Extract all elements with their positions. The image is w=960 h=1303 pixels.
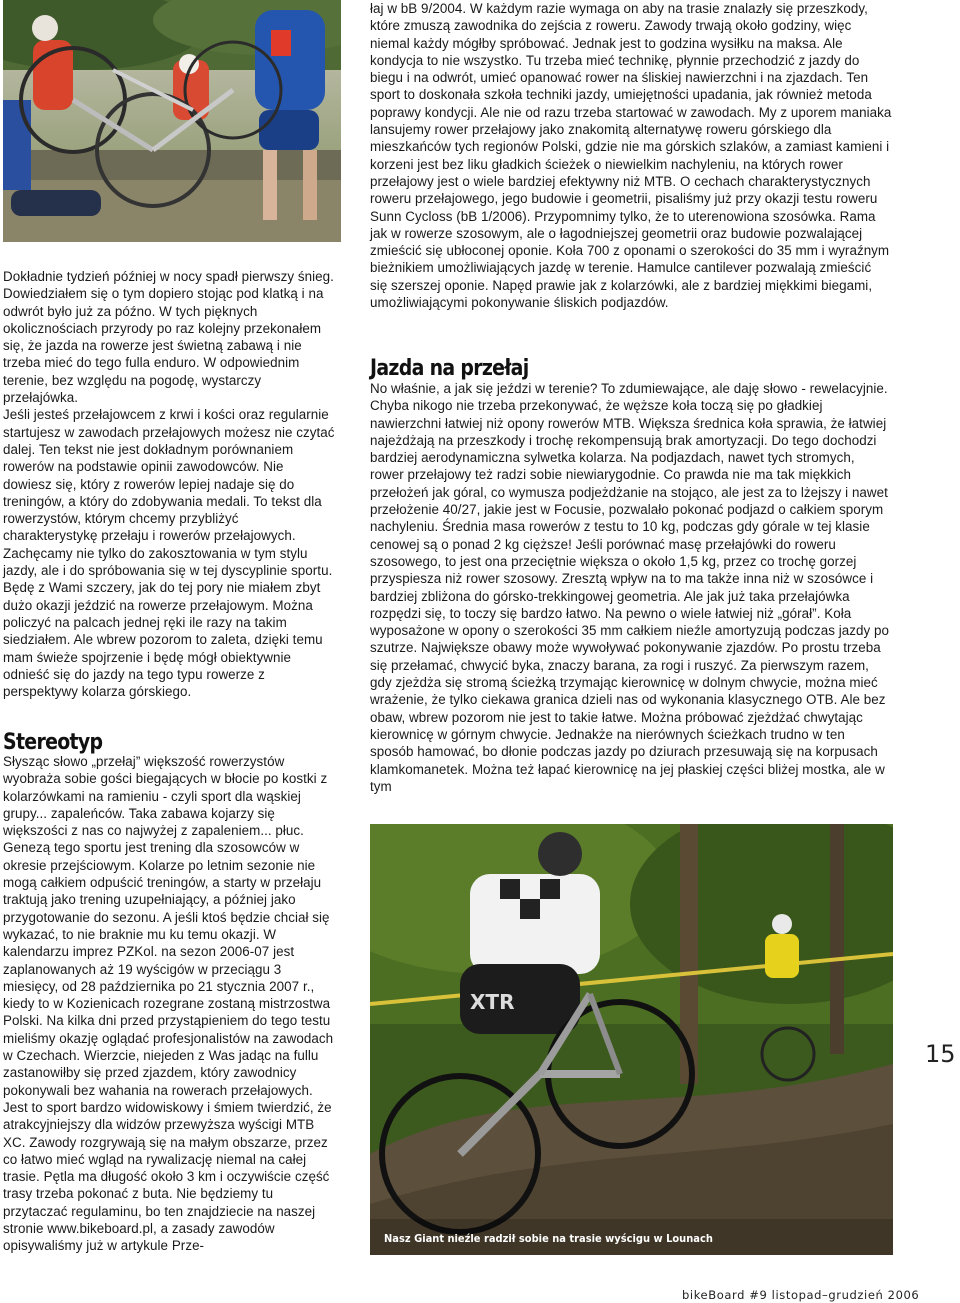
magazine-footer: bikeBoard #9 listopad–grudzień 2006 (682, 1288, 920, 1302)
stereotyp-paragraph: Słysząc słowo „przełaj” większość rowerzystów wyobraża sobie gości biegających w błocie po kostki z kolarzówkami na ramieniu - czyli sport dla wąskiej grupy... zapaleńców. Taka zabawa kojarzy się większości z nas co najwyżej z zapaleniem... płuc. Genezą tego sportu jest trening dla szosowców w okresie przejściowym. Kolarze po letnim sezonie nie mogą całkiem odpuścić treningów, a starty w przełaju traktują jako trening uzupełniający, a później jako przygotowanie do sezonu. A jeśli ktoś będzie chciał się wykazać, to nie braknie mu ku temu okazji. W kalendarzu imprez PZKol. na sezon 2006-07 jest zaplanowanych aż 19 wyścigów w przeciągu 3 miesięcy, od 28 października po 21 stycznia 2007 r., kiedy to w Kozienicach rozegrane zostaną mistrzostwa Polski. Na kilka dni przed przystąpieniem do tego testu mieliśmy okazję oglądać profesjonalistów na zawodach w Czechach. Wierzcie, niejeden z Was jadąc na fullu zastanowiłby się przed zjazdem, który zawodnicy pokonywali bez wahania na rowerach przełajowych. Jest to sport bardzo widowiskowy i śmiem twierdzić, że atrakcyjniejszy dla widzów przewyższa wyścigi MTB XC. Zawody rozgrywają się na małym obszarze, przez co łatwo mieć wgląd na rywalizację niemal na całej trasie. Pętla ma długość około 3 km i oczywiście część trasy trzeba pokonać z buta. Nie będziemy tu przytaczać regulaminu, bo ten znajdziecie na naszej stronie www.bikeboard.pl, a zasady zawodów opisywaliśmy już w artykule Prze- (3, 754, 334, 1254)
left-column (3, 268, 336, 700)
cyclocross-racers-photo (3, 0, 341, 242)
stereotyp-column (3, 753, 336, 1255)
forest-trail-photo (370, 824, 893, 1255)
intro-paragraph: Jeśli jesteś przełajowcem z krwi i kości oraz regularnie startujesz w zawodach przełajowych możesz nie czytać dalej. Ten tekst nie jest dokładnym porównaniem rowerów na podstawie opinii zawodowców. Nie dowiesz się, który z rowerów lepiej nadaje się do treningów, a który do zdobywania medali. To tekst dla rowerzystów, którym chcemy przybliżyć charakterystykę przełaju i rowerów przełajowych. Zachęcamy nie tylko do zakosztowania w tym stylu jazdy, ale i do spróbowania się w tej dyscyplinie sportu. Będę z Wami szczery, jak do tej pory nie miałem zbyt dużo okazji jeździć na rowerze przełajowym. Można policzyć na palcach jednej ręki ile razy na takim siedziałem. Ale wbrew pozorom to zaleta, dzięki temu mam świeże spojrzenie i będę mógł obiektywnie odnieść się do jazdy na tego typu rowerze z perspektywy kolarza górskiego. (3, 407, 335, 700)
jazda-column (370, 380, 892, 795)
continuation-paragraph: łaj w bB 9/2004. W każdym razie wymaga on aby na trasie znalazły się przeszkody, które zmuszą zawodnika do zejścia z roweru. Zawody trwają około godziny, więc niemal każdy mógłby spróbować. Jednak jest to godzina wysiłku na maksa. Ale kondycja to nie wszystko. Tu trzeba mieć technikę, płynnie przechodzić z jazdy do biegu i na odwrót, umieć opanować rower na śliskiej nawierzchni i na zjazdach. Ten sport to doskonała szkoła techniki jazdy, umiejętności upadania, jak również metoda poprawy kondycji. Ale nie od razu trzeba startować w zawodach. My z uporem maniaka lansujemy rower przełajowy jako znakomitą alternatywę roweru górskiego dla mieszkańców tych regionów Polski, gdzie nie ma górskich szlaków, a zamiast kamieni i korzeni jest bez liku gładkich ścieżek o niewielkim nachyleniu, na których rower przełajowy jest o wiele bardziej efektywny niż MTB. O cechach charakterystycznych roweru przełajowego, jego budowie i geometrii, pisaliśmy już przy okazji testu roweru Sunn Cycloss (bB 1/2006). Przypomnimy tylko, że to uterenowiona szosówka. Rama jak w rowerze szosowym, ale o łagodniejszej geometrii oraz budowie pozwalającej zmieścić się ubłoconej oponie. Koła 700 z oponami o szerokości do 35 mm i wyraźnym bieżnikiem umożliwiających jazdę w terenie. Hamulce cantilever pozwalają zmieścić się szerszej oponie. Napęd prawie jak z kolarzówki, ale z bardziej miękkimi biegami, umożliwiającymi pokonywanie śliskich podjazdów. (370, 1, 892, 311)
top-photo (3, 0, 341, 242)
section-heading-jazda: Jazda na przełaj (370, 356, 529, 381)
intro-paragraph: Dokładnie tydzień później w nocy spadł pierwszy śnieg. Dowiedziałem się o tym dopiero stojąc pod klatką i na odwrót było już za późno. W tych pięknych okolicznościach przyrody po raz kolejny przekonałem się, że jazda na rowerze jest świetną zabawą i nie trzeba mieć do tego fulla enduro. W odpowiednim terenie, bez względu na pogodę, wystarczy przełajówka. (3, 269, 334, 406)
photo-caption: Nasz Giant nieźle radził sobie na trasie wyścigu w Lounach (384, 1232, 713, 1245)
section-heading-stereotyp: Stereotyp (3, 730, 103, 755)
right-column (370, 0, 892, 311)
page-number: 15 (925, 1040, 956, 1068)
jazda-paragraph: No właśnie, a jak się jeździ w terenie? To zdumiewające, ale daję słowo - rewelacyjnie. Chyba nikogo nie trzeba przekonywać, że węższe koła toczą się po gładkiej nawierzchni łatwiej niż opony rowerów MTB. Większa średnica koła sprawia, że łatwiej najeżdżają na przeszkody i trochę rekompensują brak amortyzacji. Do tego dochodzi bardziej aerodynamiczna sylwetka kolarza. Na podjazdach, nawet tych stromych, rower przełajowy też radzi sobie niewiarygodnie. Co prawda nie ma tak miękkich przełożeń jak góral, co wymusza podjeżdżanie na stojąco, ale jest za to lżejszy i nawet przełożenie 40/27, jakie jest w Focusie, pozwalało pokonać podjazd o całkiem sporym nachyleniu. Średnia masa rowerów z testu to 10 kg, podczas gdy górale w tej klasie cenowej są o ponad 2 kg cięższe! Jeśli porównać masę przełajówki do roweru szosowego, to jest ona przeciętnie większa o około 1,5 kg, przez co trochę gorzej przyspiesza niż rower szosowy. Zresztą wpływ na to ma także inna niż w szosówce i bardziej zbliżona do górsko-trekkingowej geometria. Ale jak już taka przełajówka rozpędzi się, to toczy się bardzo łatwo. Na pewno o wiele łatwiej niż „górał”. Koła wyposażone w opony o szerokości 35 mm całkiem nieźle amortyzują podczas jazdy po szutrze. Największe obawy może wywoływać pokonywanie zjazdów. Po prostu trzeba się przełamać, chwycić byka, znaczy barana, za rogi i ruszyć. Za pierwszym razem, gdy zjeżdża się stromą ścieżką trzymając kierownicę w dolnym chwycie, można mieć wrażenie, że tylko ciekawa granica dzieli nas od wykonania klasycznego OTB. Ale bez obaw, wbrew pozorom nie jest to takie łatwe. Można próbować zjeżdżać chwytając kierownicę w górnym chwycie. Jednakże na nierównych ścieżkach trudno w ten sposób hamować, bo dłonie podczas jazdy po dziurach przesuwają się na korpusach klamkomanetek. Można też łapać kierownicę na jej płaskiej części bliżej mostka, ale w tym (370, 381, 890, 794)
jersey-text: XTR (470, 990, 515, 1014)
bottom-photo (370, 824, 893, 1255)
